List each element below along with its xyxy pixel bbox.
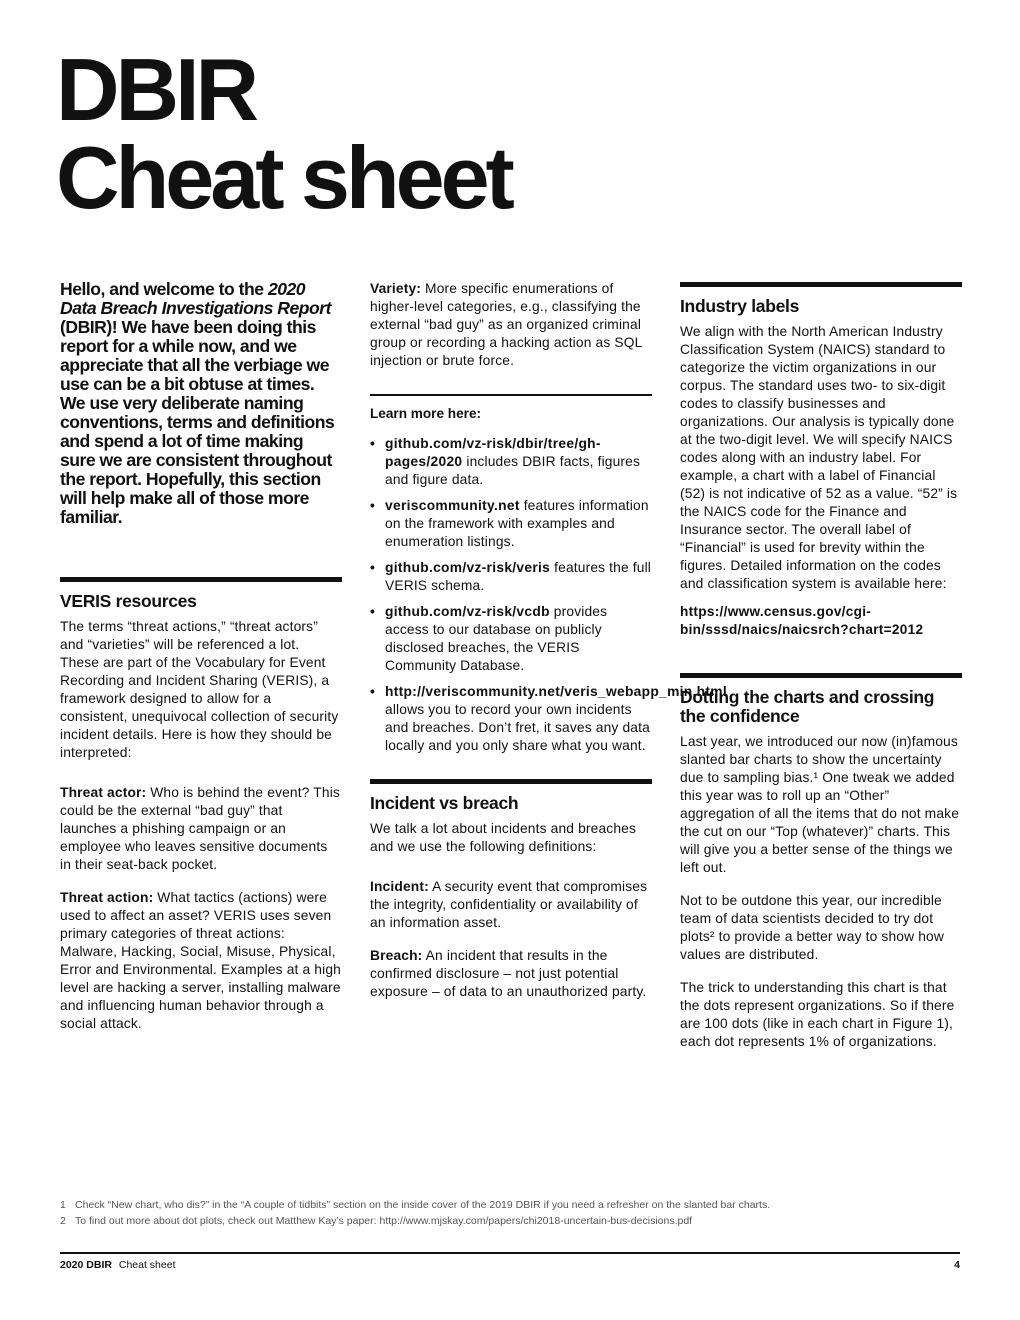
footnote-number: 1 [60,1199,66,1211]
list-item [370,559,652,595]
footnote-text: To find out more about dot plots, check out Matthew Kay’s paper: http://www.mjskay.com/papers/chi2018-uncertain-bus-decisions.pdf [75,1215,693,1227]
footer-label [60,1259,176,1271]
threat-actor-definition [60,784,342,874]
footer-divider [60,1252,960,1254]
page-number: 4 [954,1259,960,1271]
footnote-number: 2 [60,1215,66,1227]
footer-section: Cheat sheet [118,1259,176,1271]
bullet-icon: • [370,498,375,513]
bullet-icon: • [370,684,375,699]
learn-more-heading: Learn more here: [370,406,482,421]
dotting-paragraph-2: Not to be outdone this year, our incredible team of data scientists decided to try dot plots² to provide a better way to show how values are distributed. [680,893,944,962]
incident-term: Incident: [370,879,429,894]
bullet-icon: • [370,436,375,451]
incident-body: We talk a lot about incidents and breaches and we use the following definitions: [370,821,637,854]
variety-definition [370,280,652,370]
resource-link-vcdb[interactable]: github.com/vz-risk/vcdb [385,604,550,619]
breach-term: Breach: [370,948,423,963]
threat-action-definition [60,889,342,1033]
column-right [680,280,962,1051]
breach-definition [370,947,652,1001]
list-item [370,497,652,551]
naics-url[interactable]: https://www.census.gov/cgi-bin/sssd/naics/naicsrch?chart=2012 [680,604,924,637]
list-item [370,435,652,489]
intro-paragraph [60,280,342,527]
section-divider [680,282,962,287]
variety-term: Variety: [370,281,422,296]
resource-desc: provides access to our database on publicly disclosed breaches, the VERIS Community Database. [385,604,608,673]
list-item [370,603,652,675]
incident-heading: Incident vs breach [370,793,519,813]
footnote-2 [60,1213,960,1229]
footer-brand: 2020 DBIR [60,1259,112,1271]
intro-report-name: 2020 Data Breach Investigations Report [60,279,331,318]
column-middle [370,280,727,1001]
footnote-1 [60,1197,960,1213]
column-left [60,280,342,1033]
footnotes [60,1197,960,1229]
section-divider [60,577,342,582]
section-divider [370,779,652,784]
resource-link-veriscommunity[interactable]: veriscommunity.net [385,498,520,513]
page-title [56,40,756,227]
incident-text: A security event that compromises the integrity, confidentiality or availability of an information asset. [370,879,648,930]
section-divider [370,394,652,396]
footnote-text: Check “New chart, who dis?” in the “A couple of tidbits” section on the inside cover of the 2019 DBIR if you need a refresher on the slanted bar charts. [75,1199,771,1211]
resource-desc: features information on the framework with examples and enumeration listings. [385,498,649,549]
dotting-paragraph-3: The trick to understanding this chart is that the dots represent organizations. So if there are 100 dots (like in each chart in Figure 1), each dot represents 1% of organizations. [680,980,955,1049]
breach-text: An incident that results in the confirmed disclosure – not just potential exposure – of data to an unauthorized party. [370,948,647,999]
intro-text-1: Hello, and welcome to the [60,279,268,299]
title-line-2: Cheat sheet [56,128,511,227]
intro-text-2: (DBIR)! We have been doing this report for a while now, and we appreciate that all the verbiage we use can be a bit obtuse at times. We use very deliberate naming conventions, terms and definitions and spend a lot of time making sure we are consistent throughout the report. Hopefully, this section will help make all of those more familiar. [60,317,335,527]
dotting-paragraph-1: Last year, we introduced our now (in)famous slanted bar charts to show the uncertainty due to sampling bias.¹ One tweak we added this year was to roll up an “Other” aggregation of all the items that do not make the cut on our “Top (whatever)” charts. This will give you a better sense of the things we left out. [680,734,960,875]
list-item [370,683,727,755]
threat-action-text: What tactics (actions) were used to affect an asset? VERIS uses seven primary categories of threat actions: Malware, Hacking, Social, Misuse, Physical, Error and Environmental. Examples at a high level are hacking a server, installing malware and influencing human behavior through a social attack. [60,890,341,1031]
title-line-1: DBIR [56,40,256,139]
resource-list [370,435,727,755]
bullet-icon: • [370,560,375,575]
veris-heading: VERIS resources [60,591,197,611]
industry-heading: Industry labels [680,296,800,316]
incident-definition [370,878,652,932]
variety-text: More specific enumerations of higher-level categories, e.g., classifying the external “bad guy” as an organized criminal group or recording a hacking action as SQL injection or brute force. [370,281,642,368]
threat-actor-text: Who is behind the event? This could be the external “bad guy” that launches a phishing campaign or an employee who leaves sensitive documents in their seat-back pocket. [60,785,340,872]
industry-body: We align with the North American Industry Classification System (NAICS) standard to categorize the victim organizations in our corpus. The standard uses two- to six-digit codes to classify businesses and organizations. Our analysis is typically done at the two-digit level. We will specify NAICS codes along with an industry label. For example, a chart with a label of Financial (52) is not indicative of 52 as a value. “52” is the NAICS code for the Finance and Insurance sector. The overall label of “Financial” is used for brevity within the figures. Detailed information on the codes and classification system is available here: [680,324,958,591]
resource-desc: allows you to record your own incidents and breaches. Don’t fret, it saves any data locally and you only share what you want. [385,702,650,753]
bullet-icon: • [370,604,375,619]
resource-desc: features the full VERIS schema. [385,560,652,593]
resource-link-veris[interactable]: github.com/vz-risk/veris [385,560,551,575]
threat-action-term: Threat action: [60,890,154,905]
threat-actor-term: Threat actor: [60,785,147,800]
dotting-heading: Dotting the charts and crossing the confidence [680,687,935,726]
resource-desc: includes DBIR facts, figures and figure data. [385,454,641,487]
resource-link-webapp[interactable]: http://veriscommunity.net/veris_webapp_min.html [385,684,727,699]
page-footer [60,1259,960,1271]
veris-body: The terms “threat actions,” “threat actors” and “varieties” will be referenced a lot. These are part of the Vocabulary for Event Recording and Incident Sharing (VERIS), a framework designed to allow for a consistent, unequivocal collection of security incident details. Here is how they should be interpreted: [60,619,339,760]
section-divider [680,673,962,678]
resource-link-dbir[interactable]: github.com/vz-risk/dbir/tree/gh-pages/2020 [385,436,601,469]
